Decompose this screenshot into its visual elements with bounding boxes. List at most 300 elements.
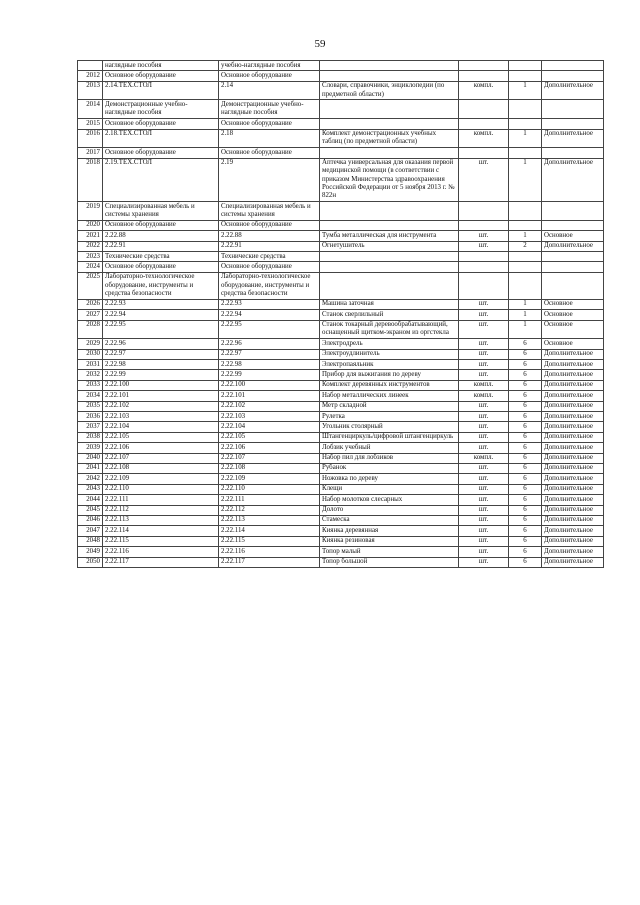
- equipment-type-cell: Дополнительное: [542, 505, 604, 515]
- table-row: [78, 71, 604, 81]
- unit-cell: шт.: [459, 463, 509, 473]
- quantity-cell: 6: [509, 515, 542, 525]
- table-row: [78, 505, 604, 515]
- item-name-cell: Прибор для выжигания по дереву: [320, 370, 459, 380]
- equipment-type-cell: Дополнительное: [542, 495, 604, 505]
- section-code-cell: Основное оборудование: [103, 220, 219, 230]
- quantity-cell: 1: [509, 320, 542, 339]
- quantity-cell: [509, 71, 542, 81]
- table-row: [78, 320, 604, 339]
- table-row: [78, 61, 604, 71]
- group-name-cell: учебно-наглядные пособия: [219, 61, 320, 71]
- group-name-cell: 2.22.113: [219, 515, 320, 525]
- section-code-cell: 2.18.ТЕХ.СТОЛ: [103, 129, 219, 148]
- section-code-cell: Лабораторно-технологическое оборудование, инструменты и средства безопасности: [103, 272, 219, 299]
- row-number-cell: 2041: [78, 463, 103, 473]
- group-name-cell: 2.22.109: [219, 474, 320, 484]
- section-code-cell: 2.14.ТЕХ.СТОЛ: [103, 81, 219, 100]
- row-number-cell: 2026: [78, 299, 103, 309]
- item-name-cell: [320, 272, 459, 299]
- row-number-cell: 2023: [78, 252, 103, 262]
- item-name-cell: [320, 119, 459, 129]
- unit-cell: компл.: [459, 453, 509, 463]
- section-code-cell: Демонстрационные учебно-наглядные пособия: [103, 100, 219, 119]
- group-name-cell: 2.22.97: [219, 349, 320, 359]
- unit-cell: [459, 272, 509, 299]
- table-row: [78, 463, 604, 473]
- quantity-cell: [509, 61, 542, 71]
- quantity-cell: 1: [509, 310, 542, 320]
- group-name-cell: Основное оборудование: [219, 119, 320, 129]
- row-number-cell: 2050: [78, 557, 103, 567]
- group-name-cell: Демонстрационные учебно-наглядные пособия: [219, 100, 320, 119]
- row-number-cell: 2048: [78, 536, 103, 546]
- group-name-cell: 2.22.101: [219, 391, 320, 401]
- unit-cell: [459, 148, 509, 158]
- row-number-cell: 2014: [78, 100, 103, 119]
- equipment-type-cell: Дополнительное: [542, 453, 604, 463]
- row-number-cell: 2017: [78, 148, 103, 158]
- quantity-cell: [509, 202, 542, 221]
- row-number-cell: 2028: [78, 320, 103, 339]
- table-row: [78, 412, 604, 422]
- equipment-type-cell: Дополнительное: [542, 158, 604, 202]
- item-name-cell: [320, 252, 459, 262]
- item-name-cell: [320, 71, 459, 81]
- equipment-type-cell: Дополнительное: [542, 370, 604, 380]
- unit-cell: шт.: [459, 443, 509, 453]
- table-row: [78, 220, 604, 230]
- quantity-cell: 6: [509, 484, 542, 494]
- group-name-cell: 2.22.94: [219, 310, 320, 320]
- table-row: [78, 557, 604, 567]
- unit-cell: [459, 71, 509, 81]
- table-row: [78, 370, 604, 380]
- item-name-cell: [320, 100, 459, 119]
- quantity-cell: [509, 148, 542, 158]
- unit-cell: шт.: [459, 299, 509, 309]
- table-body: [78, 61, 604, 568]
- table-row: [78, 391, 604, 401]
- quantity-cell: 6: [509, 339, 542, 349]
- row-number-cell: 2022: [78, 241, 103, 251]
- group-name-cell: 2.22.105: [219, 432, 320, 442]
- row-number-cell: 2044: [78, 495, 103, 505]
- row-number-cell: 2019: [78, 202, 103, 221]
- group-name-cell: 2.22.96: [219, 339, 320, 349]
- table-row: [78, 484, 604, 494]
- row-number-cell: 2046: [78, 515, 103, 525]
- table-row: [78, 547, 604, 557]
- equipment-type-cell: Основное: [542, 339, 604, 349]
- quantity-cell: 6: [509, 463, 542, 473]
- item-name-cell: Комплект деревянных инструментов: [320, 380, 459, 390]
- unit-cell: шт.: [459, 557, 509, 567]
- item-name-cell: Ножовка по дереву: [320, 474, 459, 484]
- quantity-cell: [509, 220, 542, 230]
- unit-cell: шт.: [459, 320, 509, 339]
- quantity-cell: 1: [509, 299, 542, 309]
- equipment-type-cell: Дополнительное: [542, 422, 604, 432]
- group-name-cell: 2.22.115: [219, 536, 320, 546]
- row-number-cell: 2035: [78, 401, 103, 411]
- unit-cell: шт.: [459, 158, 509, 202]
- table-row: [78, 262, 604, 272]
- group-name-cell: 2.22.95: [219, 320, 320, 339]
- row-number-cell: 2025: [78, 272, 103, 299]
- table-row: [78, 158, 604, 202]
- quantity-cell: 6: [509, 505, 542, 515]
- group-name-cell: 2.22.112: [219, 505, 320, 515]
- group-name-cell: Специализированная мебель и системы хранения: [219, 202, 320, 221]
- quantity-cell: 6: [509, 370, 542, 380]
- table-row: [78, 422, 604, 432]
- row-number-cell: 2029: [78, 339, 103, 349]
- group-name-cell: Основное оборудование: [219, 262, 320, 272]
- row-number-cell: 2012: [78, 71, 103, 81]
- group-name-cell: 2.22.116: [219, 547, 320, 557]
- equipment-type-cell: Дополнительное: [542, 515, 604, 525]
- unit-cell: шт.: [459, 401, 509, 411]
- quantity-cell: 2: [509, 241, 542, 251]
- quantity-cell: [509, 252, 542, 262]
- group-name-cell: 2.22.111: [219, 495, 320, 505]
- quantity-cell: [509, 272, 542, 299]
- item-name-cell: Штангенциркуль/цифровой штангенциркуль: [320, 432, 459, 442]
- equipment-type-cell: [542, 272, 604, 299]
- section-code-cell: 2.22.93: [103, 299, 219, 309]
- item-name-cell: [320, 220, 459, 230]
- unit-cell: шт.: [459, 349, 509, 359]
- section-code-cell: Основное оборудование: [103, 119, 219, 129]
- item-name-cell: Набор металлических линеек: [320, 391, 459, 401]
- row-number-cell: 2031: [78, 360, 103, 370]
- equipment-type-cell: Дополнительное: [542, 401, 604, 411]
- group-name-cell: 2.22.110: [219, 484, 320, 494]
- equipment-type-cell: Дополнительное: [542, 349, 604, 359]
- equipment-type-cell: [542, 252, 604, 262]
- quantity-cell: [509, 100, 542, 119]
- group-name-cell: Основное оборудование: [219, 148, 320, 158]
- table-row: [78, 202, 604, 221]
- table-row: [78, 339, 604, 349]
- table-row: [78, 100, 604, 119]
- section-code-cell: 2.22.111: [103, 495, 219, 505]
- item-name-cell: Топор малый: [320, 547, 459, 557]
- quantity-cell: 1: [509, 81, 542, 100]
- item-name-cell: Лобзик учебный: [320, 443, 459, 453]
- table-row: [78, 148, 604, 158]
- equipment-table: [77, 60, 604, 568]
- item-name-cell: Клещи: [320, 484, 459, 494]
- section-code-cell: 2.22.94: [103, 310, 219, 320]
- table-row: [78, 241, 604, 251]
- group-name-cell: 2.18: [219, 129, 320, 148]
- row-number-cell: 2042: [78, 474, 103, 484]
- row-number-cell: 2024: [78, 262, 103, 272]
- unit-cell: шт.: [459, 412, 509, 422]
- item-name-cell: Огнетушитель: [320, 241, 459, 251]
- unit-cell: шт.: [459, 547, 509, 557]
- section-code-cell: Технические средства: [103, 252, 219, 262]
- equipment-type-cell: [542, 61, 604, 71]
- item-name-cell: Словари, справочники, энциклопедии (по предметной области): [320, 81, 459, 100]
- unit-cell: шт.: [459, 360, 509, 370]
- equipment-type-cell: Основное: [542, 320, 604, 339]
- table-row: [78, 231, 604, 241]
- equipment-type-cell: Дополнительное: [542, 241, 604, 251]
- unit-cell: шт.: [459, 370, 509, 380]
- row-number-cell: 2032: [78, 370, 103, 380]
- table-row: [78, 536, 604, 546]
- group-name-cell: 2.22.102: [219, 401, 320, 411]
- row-number-cell: 2016: [78, 129, 103, 148]
- table-row: [78, 349, 604, 359]
- table-row: [78, 432, 604, 442]
- section-code-cell: 2.22.103: [103, 412, 219, 422]
- item-name-cell: Электроудлинитель: [320, 349, 459, 359]
- section-code-cell: 2.22.88: [103, 231, 219, 241]
- section-code-cell: 2.22.105: [103, 432, 219, 442]
- table-row: [78, 474, 604, 484]
- unit-cell: шт.: [459, 231, 509, 241]
- table-row: [78, 401, 604, 411]
- equipment-type-cell: Дополнительное: [542, 81, 604, 100]
- section-code-cell: 2.22.96: [103, 339, 219, 349]
- table-row: [78, 129, 604, 148]
- item-name-cell: Топор большой: [320, 557, 459, 567]
- section-code-cell: Основное оборудование: [103, 71, 219, 81]
- group-name-cell: 2.14: [219, 81, 320, 100]
- row-number-cell: 2027: [78, 310, 103, 320]
- row-number-cell: 2047: [78, 526, 103, 536]
- table-row: [78, 252, 604, 262]
- section-code-cell: 2.22.99: [103, 370, 219, 380]
- group-name-cell: 2.22.107: [219, 453, 320, 463]
- unit-cell: шт.: [459, 484, 509, 494]
- equipment-type-cell: [542, 262, 604, 272]
- table-row: [78, 119, 604, 129]
- section-code-cell: 2.22.107: [103, 453, 219, 463]
- group-name-cell: Лабораторно-технологическое оборудование, инструменты и средства безопасности: [219, 272, 320, 299]
- item-name-cell: Рулетка: [320, 412, 459, 422]
- row-number-cell: 2045: [78, 505, 103, 515]
- group-name-cell: 2.22.104: [219, 422, 320, 432]
- quantity-cell: 6: [509, 495, 542, 505]
- table-row: [78, 310, 604, 320]
- equipment-type-cell: [542, 100, 604, 119]
- quantity-cell: [509, 119, 542, 129]
- row-number-cell: 2049: [78, 547, 103, 557]
- unit-cell: [459, 119, 509, 129]
- group-name-cell: 2.22.117: [219, 557, 320, 567]
- quantity-cell: 6: [509, 536, 542, 546]
- section-code-cell: 2.22.101: [103, 391, 219, 401]
- section-code-cell: 2.22.91: [103, 241, 219, 251]
- equipment-type-cell: [542, 220, 604, 230]
- item-name-cell: Киянка деревянная: [320, 526, 459, 536]
- section-code-cell: 2.22.106: [103, 443, 219, 453]
- group-name-cell: Основное оборудование: [219, 220, 320, 230]
- row-number-cell: 2020: [78, 220, 103, 230]
- section-code-cell: 2.22.97: [103, 349, 219, 359]
- group-name-cell: 2.22.88: [219, 231, 320, 241]
- equipment-type-cell: Дополнительное: [542, 474, 604, 484]
- section-code-cell: 2.19.ТЕХ.СТОЛ: [103, 158, 219, 202]
- equipment-type-cell: Дополнительное: [542, 557, 604, 567]
- row-number-cell: [78, 61, 103, 71]
- equipment-type-cell: Дополнительное: [542, 443, 604, 453]
- item-name-cell: Долото: [320, 505, 459, 515]
- section-code-cell: 2.22.102: [103, 401, 219, 411]
- unit-cell: [459, 100, 509, 119]
- quantity-cell: 1: [509, 158, 542, 202]
- equipment-type-cell: Дополнительное: [542, 412, 604, 422]
- unit-cell: компл.: [459, 81, 509, 100]
- unit-cell: компл.: [459, 380, 509, 390]
- group-name-cell: 2.22.91: [219, 241, 320, 251]
- group-name-cell: 2.22.108: [219, 463, 320, 473]
- group-name-cell: 2.22.98: [219, 360, 320, 370]
- item-name-cell: Электропаяльник: [320, 360, 459, 370]
- section-code-cell: 2.22.110: [103, 484, 219, 494]
- equipment-type-cell: Основное: [542, 299, 604, 309]
- item-name-cell: Машина заточная: [320, 299, 459, 309]
- item-name-cell: [320, 61, 459, 71]
- item-name-cell: Набор молотков слесарных: [320, 495, 459, 505]
- group-name-cell: Основное оборудование: [219, 71, 320, 81]
- unit-cell: [459, 202, 509, 221]
- group-name-cell: 2.22.103: [219, 412, 320, 422]
- group-name-cell: 2.22.93: [219, 299, 320, 309]
- equipment-type-cell: Дополнительное: [542, 484, 604, 494]
- row-number-cell: 2030: [78, 349, 103, 359]
- equipment-type-cell: [542, 119, 604, 129]
- unit-cell: шт.: [459, 536, 509, 546]
- table-row: [78, 526, 604, 536]
- table-row: [78, 380, 604, 390]
- row-number-cell: 2039: [78, 443, 103, 453]
- group-name-cell: 2.22.100: [219, 380, 320, 390]
- group-name-cell: 2.19: [219, 158, 320, 202]
- quantity-cell: 6: [509, 412, 542, 422]
- table-row: [78, 453, 604, 463]
- equipment-type-cell: [542, 202, 604, 221]
- quantity-cell: 6: [509, 422, 542, 432]
- equipment-type-cell: Основное: [542, 310, 604, 320]
- equipment-type-cell: Дополнительное: [542, 360, 604, 370]
- item-name-cell: Набор пил для лобзиков: [320, 453, 459, 463]
- table-row: [78, 360, 604, 370]
- row-number-cell: 2040: [78, 453, 103, 463]
- equipment-type-cell: Дополнительное: [542, 463, 604, 473]
- quantity-cell: 6: [509, 432, 542, 442]
- equipment-type-cell: Дополнительное: [542, 391, 604, 401]
- item-name-cell: Станок токарный деревообрабатывающий, оснащенный щитком-экраном из оргстекла: [320, 320, 459, 339]
- item-name-cell: Электродрель: [320, 339, 459, 349]
- section-code-cell: 2.22.117: [103, 557, 219, 567]
- quantity-cell: 6: [509, 380, 542, 390]
- unit-cell: [459, 61, 509, 71]
- unit-cell: шт.: [459, 422, 509, 432]
- item-name-cell: Аптечка универсальная для оказания первой медицинской помощи (в соответствии с приказом Министерства здравоохранения Российской Федерации от 5 ноября 2013 г. № 822н: [320, 158, 459, 202]
- unit-cell: шт.: [459, 495, 509, 505]
- equipment-type-cell: Дополнительное: [542, 432, 604, 442]
- group-name-cell: 2.22.114: [219, 526, 320, 536]
- unit-cell: шт.: [459, 310, 509, 320]
- equipment-type-cell: Дополнительное: [542, 526, 604, 536]
- section-code-cell: 2.22.109: [103, 474, 219, 484]
- quantity-cell: 6: [509, 349, 542, 359]
- section-code-cell: Основное оборудование: [103, 262, 219, 272]
- row-number-cell: 2043: [78, 484, 103, 494]
- item-name-cell: [320, 148, 459, 158]
- item-name-cell: Стамеска: [320, 515, 459, 525]
- section-code-cell: Основное оборудование: [103, 148, 219, 158]
- quantity-cell: 6: [509, 557, 542, 567]
- quantity-cell: 6: [509, 453, 542, 463]
- item-name-cell: Метр складной: [320, 401, 459, 411]
- equipment-type-cell: [542, 148, 604, 158]
- row-number-cell: 2038: [78, 432, 103, 442]
- table-row: [78, 443, 604, 453]
- quantity-cell: 6: [509, 526, 542, 536]
- item-name-cell: Тумба металлическая для инструмента: [320, 231, 459, 241]
- equipment-type-cell: Дополнительное: [542, 380, 604, 390]
- equipment-type-cell: [542, 71, 604, 81]
- quantity-cell: [509, 262, 542, 272]
- unit-cell: шт.: [459, 432, 509, 442]
- item-name-cell: [320, 202, 459, 221]
- item-name-cell: [320, 262, 459, 272]
- quantity-cell: 6: [509, 443, 542, 453]
- section-code-cell: 2.22.113: [103, 515, 219, 525]
- unit-cell: шт.: [459, 526, 509, 536]
- item-name-cell: Угольник столярный: [320, 422, 459, 432]
- unit-cell: шт.: [459, 339, 509, 349]
- unit-cell: компл.: [459, 391, 509, 401]
- section-code-cell: 2.22.95: [103, 320, 219, 339]
- row-number-cell: 2036: [78, 412, 103, 422]
- equipment-type-cell: Дополнительное: [542, 536, 604, 546]
- unit-cell: шт.: [459, 241, 509, 251]
- table-row: [78, 515, 604, 525]
- section-code-cell: 2.22.112: [103, 505, 219, 515]
- group-name-cell: 2.22.99: [219, 370, 320, 380]
- section-code-cell: 2.22.115: [103, 536, 219, 546]
- unit-cell: шт.: [459, 474, 509, 484]
- section-code-cell: Специализированная мебель и системы хранения: [103, 202, 219, 221]
- item-name-cell: Станок сверлильный: [320, 310, 459, 320]
- section-code-cell: 2.22.114: [103, 526, 219, 536]
- section-code-cell: 2.22.108: [103, 463, 219, 473]
- quantity-cell: 6: [509, 474, 542, 484]
- table-row: [78, 81, 604, 100]
- quantity-cell: 6: [509, 391, 542, 401]
- quantity-cell: 6: [509, 547, 542, 557]
- unit-cell: шт.: [459, 515, 509, 525]
- quantity-cell: 1: [509, 129, 542, 148]
- equipment-type-cell: Дополнительное: [542, 547, 604, 557]
- table-row: [78, 495, 604, 505]
- row-number-cell: 2013: [78, 81, 103, 100]
- item-name-cell: Киянка резиновая: [320, 536, 459, 546]
- item-name-cell: Рубанок: [320, 463, 459, 473]
- item-name-cell: Комплект демонстрационных учебных таблиц (по предметной области): [320, 129, 459, 148]
- row-number-cell: 2018: [78, 158, 103, 202]
- group-name-cell: Технические средства: [219, 252, 320, 262]
- section-code-cell: 2.22.104: [103, 422, 219, 432]
